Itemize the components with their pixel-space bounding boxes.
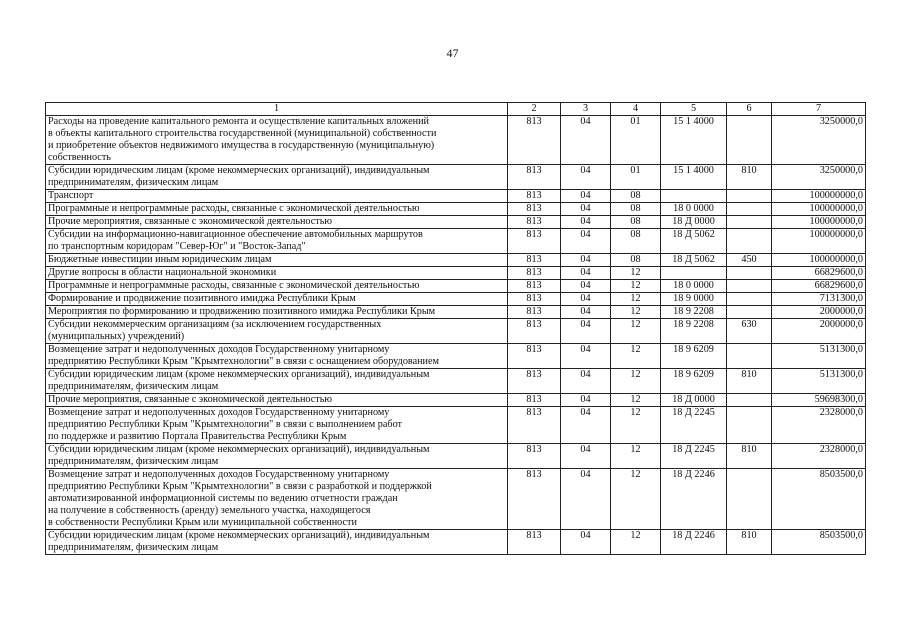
row-subsection-code: 01 [611, 116, 661, 165]
row-section-code: 04 [561, 444, 611, 469]
row-amount: 5131300,0 [772, 369, 866, 394]
row-description: Программные и непрограммные расходы, связанные с экономической деятельностью [46, 203, 508, 216]
row-section-code: 04 [561, 165, 611, 190]
column-header: 6 [727, 103, 772, 116]
row-target-code: 15 1 4000 [661, 165, 727, 190]
column-header: 2 [508, 103, 561, 116]
row-admin-code: 813 [508, 306, 561, 319]
row-section-code: 04 [561, 216, 611, 229]
row-expense-type-code: 810 [727, 369, 772, 394]
row-target-code: 18 Д 2246 [661, 469, 727, 530]
row-amount: 8503500,0 [772, 469, 866, 530]
row-admin-code: 813 [508, 267, 561, 280]
row-description: Расходы на проведение капитального ремонта и осуществление капитальных вложений в объекты капитального строительства государственной (муниципальной) собственности и приобретение объектов недвижимого имущества в государственную (муниципальную) собственность [46, 116, 508, 165]
table-row [46, 319, 866, 344]
row-section-code: 04 [561, 229, 611, 254]
row-section-code: 04 [561, 369, 611, 394]
row-subsection-code: 12 [611, 530, 661, 555]
row-section-code: 04 [561, 469, 611, 530]
row-amount: 2328000,0 [772, 444, 866, 469]
row-subsection-code: 12 [611, 319, 661, 344]
row-amount: 8503500,0 [772, 530, 866, 555]
row-target-code: 18 0 0000 [661, 280, 727, 293]
row-target-code: 18 Д 5062 [661, 229, 727, 254]
row-description: Возмещение затрат и недополученных доходов Государственному унитарному предприятию Республики Крым "Крымтехнологии" в связи с выполнением работ по поддержке и развитию Портала Правительства Республики Крым [46, 407, 508, 444]
row-description: Прочие мероприятия, связанные с экономической деятельностью [46, 394, 508, 407]
row-amount: 59698300,0 [772, 394, 866, 407]
table-row [46, 344, 866, 369]
row-description: Возмещение затрат и недополученных доходов Государственному унитарному предприятию Республики Крым "Крымтехнологии" в связи с разработкой и поддержкой автоматизированной информационной системы по ведению отчетности граждан на получение в собственность (аренду) земельного участка, находящегося в собственности Республики Крым или муниципальной собственности [46, 469, 508, 530]
row-section-code: 04 [561, 280, 611, 293]
row-description: Субсидии некоммерческим организациям (за исключением государственных (муниципальных) учреждений) [46, 319, 508, 344]
table-row [46, 469, 866, 530]
header-row [46, 103, 866, 116]
table-row [46, 394, 866, 407]
table-row [46, 407, 866, 444]
row-admin-code: 813 [508, 444, 561, 469]
row-subsection-code: 12 [611, 306, 661, 319]
row-expense-type-code [727, 203, 772, 216]
row-target-code: 18 9 2208 [661, 319, 727, 344]
row-target-code: 18 Д 2246 [661, 530, 727, 555]
row-target-code: 18 Д 2245 [661, 444, 727, 469]
table-body [46, 116, 866, 555]
row-section-code: 04 [561, 344, 611, 369]
row-subsection-code: 08 [611, 254, 661, 267]
row-admin-code: 813 [508, 344, 561, 369]
row-description: Мероприятия по формированию и продвижению позитивного имиджа Республики Крым [46, 306, 508, 319]
row-amount: 2000000,0 [772, 306, 866, 319]
row-expense-type-code: 630 [727, 319, 772, 344]
row-target-code [661, 190, 727, 203]
row-admin-code: 813 [508, 229, 561, 254]
page-number: 47 [446, 46, 459, 60]
row-admin-code: 813 [508, 216, 561, 229]
row-admin-code: 813 [508, 254, 561, 267]
row-expense-type-code [727, 116, 772, 165]
row-target-code: 18 9 0000 [661, 293, 727, 306]
budget-table [45, 102, 866, 555]
row-expense-type-code [727, 407, 772, 444]
row-admin-code: 813 [508, 407, 561, 444]
table-row [46, 190, 866, 203]
row-amount: 7131300,0 [772, 293, 866, 306]
row-amount: 100000000,0 [772, 216, 866, 229]
row-target-code: 18 Д 0000 [661, 394, 727, 407]
row-subsection-code: 12 [611, 344, 661, 369]
table-row [46, 216, 866, 229]
row-subsection-code: 08 [611, 229, 661, 254]
row-expense-type-code [727, 293, 772, 306]
row-description: Прочие мероприятия, связанные с экономической деятельностью [46, 216, 508, 229]
row-section-code: 04 [561, 190, 611, 203]
row-section-code: 04 [561, 203, 611, 216]
row-subsection-code: 12 [611, 444, 661, 469]
row-amount: 100000000,0 [772, 254, 866, 267]
row-amount: 3250000,0 [772, 165, 866, 190]
row-description: Субсидии юридическим лицам (кроме некоммерческих организаций), индивидуальным предпринимателям, физическим лицам [46, 444, 508, 469]
row-amount: 66829600,0 [772, 267, 866, 280]
row-subsection-code: 12 [611, 280, 661, 293]
row-section-code: 04 [561, 394, 611, 407]
row-target-code: 15 1 4000 [661, 116, 727, 165]
row-amount: 100000000,0 [772, 203, 866, 216]
row-expense-type-code: 450 [727, 254, 772, 267]
table-row [46, 293, 866, 306]
table-row [46, 165, 866, 190]
row-section-code: 04 [561, 267, 611, 280]
table-row [46, 306, 866, 319]
row-admin-code: 813 [508, 165, 561, 190]
row-description: Бюджетные инвестиции иным юридическим лицам [46, 254, 508, 267]
row-target-code: 18 9 2208 [661, 306, 727, 319]
row-amount: 2000000,0 [772, 319, 866, 344]
row-admin-code: 813 [508, 530, 561, 555]
row-amount: 5131300,0 [772, 344, 866, 369]
table-row [46, 229, 866, 254]
row-section-code: 04 [561, 254, 611, 267]
row-description: Субсидии юридическим лицам (кроме некоммерческих организаций), индивидуальным предпринимателям, физическим лицам [46, 530, 508, 555]
row-description: Формирование и продвижение позитивного имиджа Республики Крым [46, 293, 508, 306]
row-description: Транспорт [46, 190, 508, 203]
row-amount: 100000000,0 [772, 190, 866, 203]
row-amount: 100000000,0 [772, 229, 866, 254]
row-target-code: 18 9 6209 [661, 369, 727, 394]
column-header: 7 [772, 103, 866, 116]
row-expense-type-code [727, 280, 772, 293]
row-admin-code: 813 [508, 203, 561, 216]
row-amount: 2328000,0 [772, 407, 866, 444]
row-admin-code: 813 [508, 369, 561, 394]
row-section-code: 04 [561, 407, 611, 444]
table-row [46, 530, 866, 555]
row-admin-code: 813 [508, 280, 561, 293]
column-header: 5 [661, 103, 727, 116]
row-expense-type-code [727, 216, 772, 229]
row-subsection-code: 12 [611, 394, 661, 407]
row-description: Субсидии юридическим лицам (кроме некоммерческих организаций), индивидуальным предпринимателям, физическим лицам [46, 369, 508, 394]
row-description: Субсидии на информационно-навигационное обеспечение автомобильных маршрутов по транспортным коридорам "Север-Юг" и "Восток-Запад" [46, 229, 508, 254]
row-expense-type-code: 810 [727, 444, 772, 469]
row-expense-type-code [727, 469, 772, 530]
row-subsection-code: 12 [611, 469, 661, 530]
row-subsection-code: 01 [611, 165, 661, 190]
row-section-code: 04 [561, 116, 611, 165]
row-admin-code: 813 [508, 190, 561, 203]
row-section-code: 04 [561, 293, 611, 306]
table-row [46, 254, 866, 267]
table-row [46, 116, 866, 165]
row-description: Программные и непрограммные расходы, связанные с экономической деятельностью [46, 280, 508, 293]
row-subsection-code: 12 [611, 407, 661, 444]
row-admin-code: 813 [508, 319, 561, 344]
row-amount: 66829600,0 [772, 280, 866, 293]
row-expense-type-code [727, 190, 772, 203]
row-admin-code: 813 [508, 394, 561, 407]
row-expense-type-code [727, 267, 772, 280]
row-admin-code: 813 [508, 469, 561, 530]
row-target-code: 18 9 6209 [661, 344, 727, 369]
row-subsection-code: 12 [611, 267, 661, 280]
row-subsection-code: 12 [611, 369, 661, 394]
row-amount: 3250000,0 [772, 116, 866, 165]
column-header: 3 [561, 103, 611, 116]
row-subsection-code: 08 [611, 203, 661, 216]
row-target-code: 18 0 0000 [661, 203, 727, 216]
row-subsection-code: 08 [611, 216, 661, 229]
table-row [46, 444, 866, 469]
row-subsection-code: 12 [611, 293, 661, 306]
row-description: Субсидии юридическим лицам (кроме некоммерческих организаций), индивидуальным предпринимателям, физическим лицам [46, 165, 508, 190]
table-row [46, 280, 866, 293]
row-expense-type-code [727, 394, 772, 407]
table-row [46, 203, 866, 216]
row-admin-code: 813 [508, 116, 561, 165]
table-row [46, 267, 866, 280]
row-expense-type-code [727, 306, 772, 319]
row-section-code: 04 [561, 530, 611, 555]
row-expense-type-code [727, 344, 772, 369]
row-description: Возмещение затрат и недополученных доходов Государственному унитарному предприятию Республики Крым "Крымтехнологии" в связи с оснащением оборудованием [46, 344, 508, 369]
row-subsection-code: 08 [611, 190, 661, 203]
table-row [46, 369, 866, 394]
column-header: 4 [611, 103, 661, 116]
row-admin-code: 813 [508, 293, 561, 306]
row-target-code: 18 Д 2245 [661, 407, 727, 444]
row-expense-type-code: 810 [727, 530, 772, 555]
column-header: 1 [46, 103, 508, 116]
row-target-code [661, 267, 727, 280]
row-target-code: 18 Д 5062 [661, 254, 727, 267]
row-expense-type-code [727, 229, 772, 254]
row-expense-type-code: 810 [727, 165, 772, 190]
row-section-code: 04 [561, 306, 611, 319]
row-target-code: 18 Д 0000 [661, 216, 727, 229]
row-description: Другие вопросы в области национальной экономики [46, 267, 508, 280]
row-section-code: 04 [561, 319, 611, 344]
